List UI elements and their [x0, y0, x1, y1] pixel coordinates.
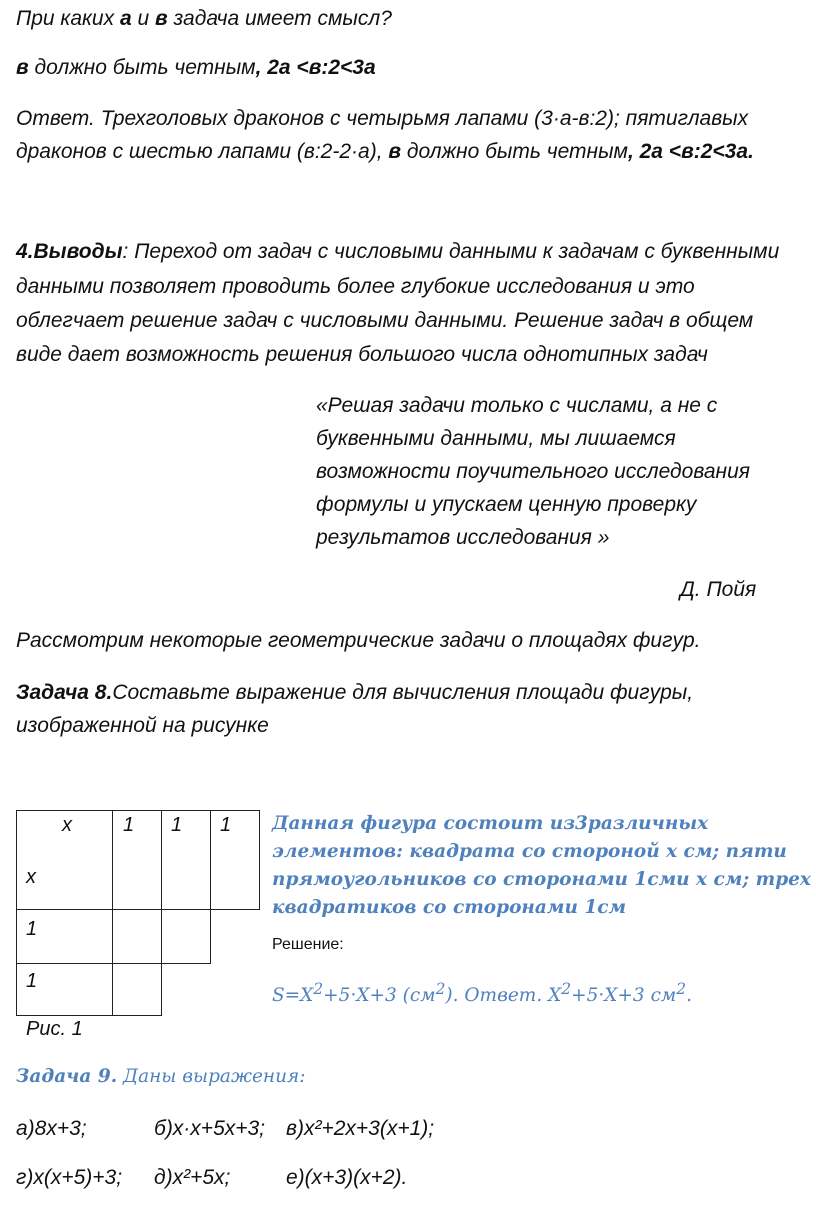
- description-line-2: элементов: квадрата со стороной х см; пяти: [272, 841, 787, 862]
- rect-top-3: [210, 810, 260, 910]
- task9-label: Задача 9.: [16, 1066, 118, 1087]
- expression-g: г)х(х+5)+3;: [16, 1166, 123, 1189]
- solution-label: Решение:: [272, 936, 344, 953]
- expression-d: д)х²+5х;: [154, 1166, 231, 1189]
- quote-line-3: возможности поучительного исследования: [316, 460, 750, 483]
- quote-line-5: результатов исследования »: [316, 526, 610, 549]
- label-top-1c: 1: [220, 814, 232, 836]
- conclusions-line-3: облегчает решение задач с числовыми данными. Решение задач в общем: [16, 309, 754, 332]
- task8-line-2: изображенной на рисунке: [16, 714, 269, 737]
- quote-line-4: формулы и упускаем ценную проверку: [316, 493, 697, 516]
- quote-line-1: «Решая задачи только с числами, а не с: [316, 394, 718, 417]
- task8-line-1: Задача 8.Составьте выражение для вычисления площади фигуры,: [16, 681, 694, 704]
- label-left-x: x: [26, 866, 36, 888]
- conclusions-line-1: 4.Выводы: Переход от задач с числовыми данными к задачам с буквенными: [16, 240, 780, 263]
- rect-top-1: [112, 810, 162, 910]
- conclusions-line-4: виде дает возможность решения большого числа однотипных задач: [16, 343, 708, 366]
- conclusions-heading: 4.Выводы: [16, 240, 123, 263]
- answer-line-2: драконов с шестью лапами (в:2-2·а), в должно быть четным, 2а <в:2<3а.: [16, 140, 754, 163]
- geometry-intro: Рассмотрим некоторые геометрические задачи о площадях фигур.: [16, 629, 701, 652]
- expression-a: а)8х+3;: [16, 1117, 87, 1140]
- answer-line-1: Ответ. Трехголовых драконов с четырьмя лапами (3·а-в:2); пятиглавых: [16, 107, 749, 130]
- label-top-x: x: [62, 814, 72, 836]
- description-line-4: квадратиков со сторонами 1см: [272, 897, 627, 918]
- question-line: При каких а и в задача имеет смысл?: [16, 7, 392, 30]
- task8-label: Задача 8.: [16, 681, 113, 704]
- task9-heading: Задача 9. Даны выражения:: [16, 1066, 306, 1087]
- small-square-1: [112, 909, 162, 964]
- figure-description: [272, 810, 812, 922]
- label-top-1a: 1: [123, 814, 135, 836]
- label-left-1a: 1: [26, 918, 38, 940]
- expression-b: б)х·х+5х+3;: [154, 1117, 266, 1140]
- area-formula: $S=X^2+5\cdot X+3$ $(см^2)$. Ответ. $X^2+5\cdot X+3$ $см^2$.: [272, 980, 692, 1007]
- expression-e: е)(х+3)(х+2).: [286, 1166, 408, 1189]
- figure-caption: Рис. 1: [26, 1018, 83, 1040]
- small-square-2: [161, 909, 211, 964]
- conclusions-line-2: данными позволяет проводить более глубокие исследования и это: [16, 275, 695, 298]
- quote-line-2: буквенными данными, мы лишаемся: [316, 427, 676, 450]
- expression-v: в)х²+2х+3(х+1);: [286, 1117, 435, 1140]
- label-left-1b: 1: [26, 970, 38, 992]
- description-line-1: Данная фигура состоит из3различных: [272, 813, 709, 834]
- description-line-3: прямоугольников со сторонами 1сми х см; трех: [272, 869, 811, 890]
- condition-line: в должно быть четным, 2а <в:2<3а: [16, 56, 376, 79]
- quote-author: Д. Пойя: [680, 578, 757, 601]
- rect-top-2: [161, 810, 211, 910]
- small-square-3: [112, 963, 162, 1016]
- label-top-1b: 1: [171, 814, 183, 836]
